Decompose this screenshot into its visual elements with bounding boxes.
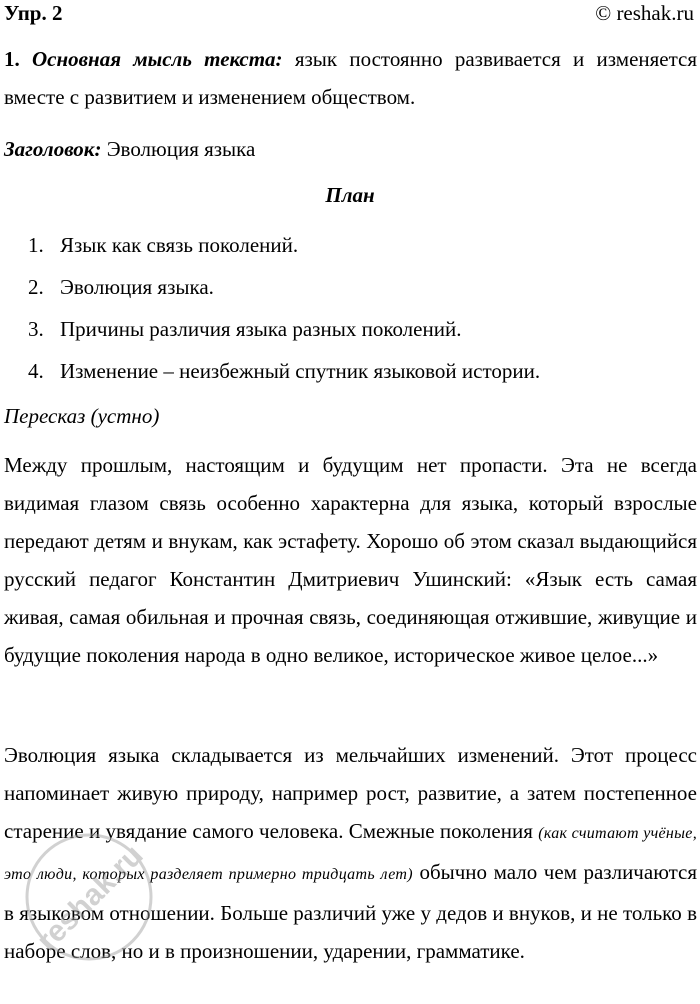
retelling-paragraph-1: Между прошлым, настоящим и будущим нет пропасти. Эта не всегда видимая глазом связь особенно характерна для языка, который взрослые передают детям и внукам, как эстафету. Хорошо об этом сказал выдающийся русский педагог Константин Дмитриевич Ушинский: «Язык есть самая живая, самая обильная и прочная связь, соединяющая отжившие, живущие и будущие поколения народа в одно великое, историческое живое целое...» <box>4 453 697 667</box>
main-idea-number: 1. <box>4 47 20 71</box>
plan-item-number: 1. <box>28 233 44 257</box>
plan-item-text: Изменение – неизбежный спутник языковой истории. <box>60 359 541 383</box>
retelling-label: Пересказ (устно) <box>4 404 160 428</box>
paragraph-2-end: обычно мало чем различаются в языковом отношении. Больше различий уже у дедов и внуков, и не только в наборе слов, но и в произношении, ударении, грамматике. <box>4 860 698 963</box>
plan-list <box>28 226 540 394</box>
plan-item <box>28 310 540 352</box>
copyright-notice: © reshak.ru <box>595 1 694 25</box>
plan-item <box>28 268 540 310</box>
plan-item-text: Эволюция языка. <box>60 275 214 299</box>
plan-item-number: 4. <box>28 359 44 383</box>
title-line <box>4 130 697 168</box>
main-idea-paragraph <box>4 40 697 116</box>
main-idea-text: язык постоянно развивается и изменяется вместе с развитием и изменением обществом. <box>4 47 698 109</box>
paragraph-2-aside: (как считают учёные, это люди, которых разделяет примерно тридцать лет) <box>4 825 698 883</box>
plan-item-number: 2. <box>28 275 44 299</box>
plan-item <box>28 352 540 394</box>
plan-item <box>28 226 540 268</box>
title-label: Заголовок: <box>4 137 102 161</box>
paragraph-2-start: Эволюция языка складывается из мельчайших изменений. Этот процесс напоминает живую природу, например рост, развитие, а затем постепенное старение и увядание самого человека. Смежные поколения <box>4 743 697 843</box>
retelling-paragraph-2 <box>4 736 697 970</box>
plan-item-number: 3. <box>28 317 44 341</box>
exercise-number: Упр. 2 <box>4 1 63 25</box>
main-idea-label: Основная мысль текста: <box>32 47 283 71</box>
plan-item-text: Причины различия языка разных поколений. <box>60 317 462 341</box>
title-text: Эволюция языка <box>106 137 256 161</box>
watermark-text: reshak.ru <box>30 838 150 958</box>
plan-item-text: Язык как связь поколений. <box>60 233 299 257</box>
plan-heading: План <box>325 183 375 207</box>
